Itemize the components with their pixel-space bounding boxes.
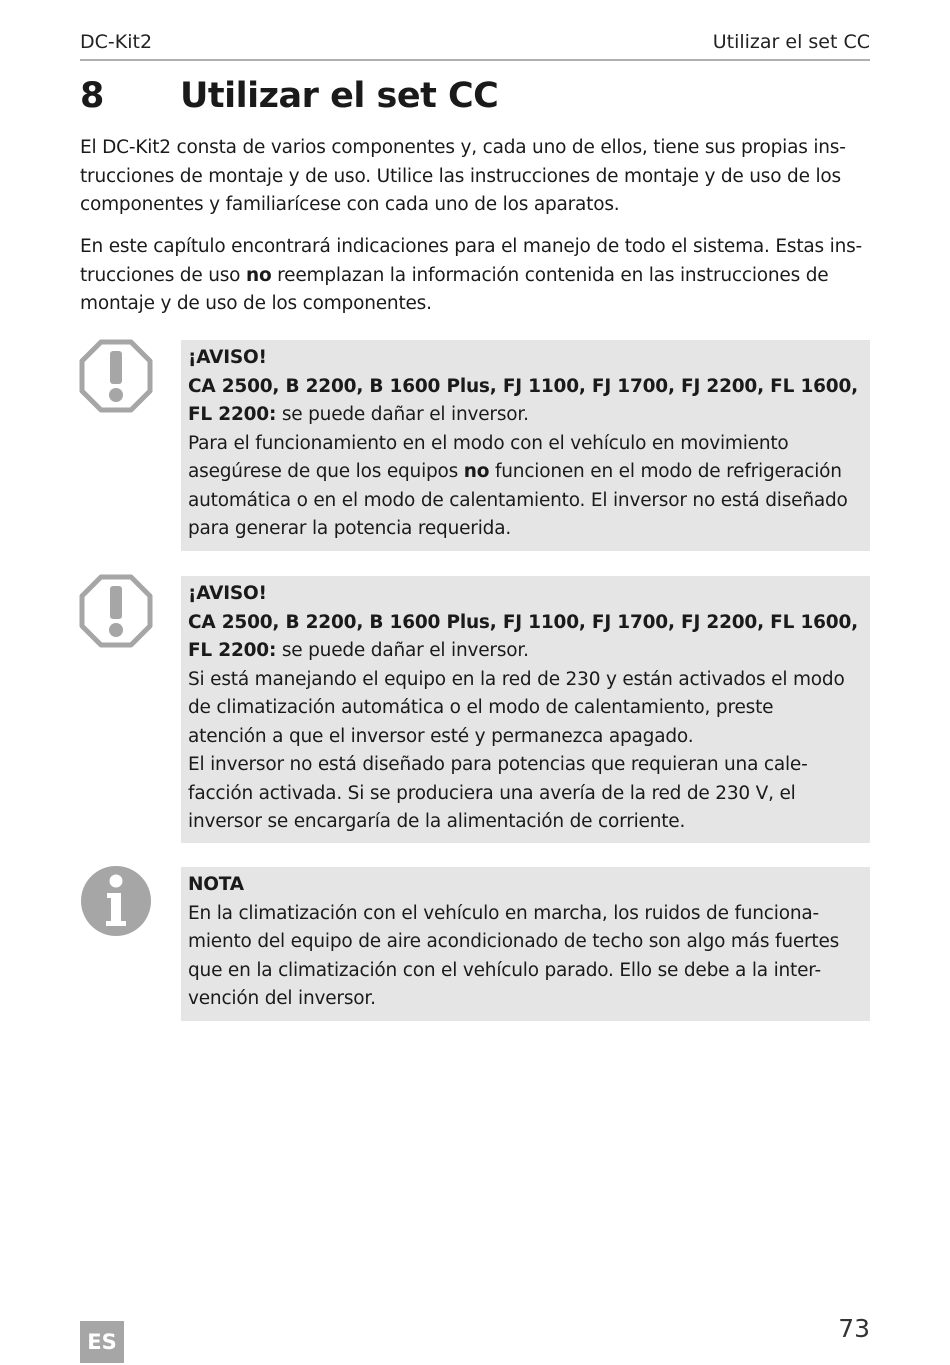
warning-octagon-icon [79, 574, 153, 648]
warning-octagon-icon [79, 339, 153, 413]
notice-line: de climatización automática o el modo de calentamiento, preste [188, 697, 774, 718]
emphasis-no: no [245, 264, 272, 286]
info-icon [79, 864, 153, 938]
language-tab: ES [80, 1321, 124, 1363]
notice-line: vención del inversor. [188, 988, 376, 1009]
warning-notice-box [181, 340, 870, 551]
notice-text: se puede dañar el inversor. [276, 640, 529, 661]
notice-line: inversor se encargaría de la alimentación de corriente. [188, 811, 686, 832]
notice-line: que en la climatización con el vehículo parado. Ello se debe a la inter- [188, 959, 821, 981]
notice-line: atención a que el inversor esté y permanezca apagado. [188, 725, 694, 747]
notice-models: CA 2500, B 2200, B 1600 Plus, FJ 1100, FJ 1700, FJ 2200, FL 1600, [188, 611, 858, 633]
paragraph-line: trucciones de montaje y de uso. Utilice las instrucciones de montaje y de uso de los [80, 165, 841, 187]
notice-line: En la climatización con el vehículo en marcha, los ruidos de funciona- [188, 902, 819, 924]
intro-paragraph [80, 134, 870, 220]
paragraph-line: El DC-Kit2 consta de varios componentes y, cada uno de ellos, tiene sus propias ins- [80, 137, 846, 158]
chapter-title: Utilizar el set CC [180, 76, 499, 116]
notice-line: para generar la potencia requerida. [188, 518, 512, 539]
paragraph-line: En este capítulo encontrará indicaciones para el manejo de todo el sistema. Estas ins- [80, 236, 863, 257]
paragraph-line: montaje y de uso de los componentes. [80, 293, 432, 314]
emphasis-no: no [463, 461, 490, 482]
page-number: 73 [838, 1314, 870, 1343]
warning-notice-box [181, 576, 870, 843]
notice-line: miento del equipo de aire acondicionado de techo son algo más fuertes [188, 931, 840, 952]
notice-line [188, 637, 863, 666]
notice-line: Para el funcionamiento en el modo con el vehículo en movimiento [188, 432, 789, 454]
notice-models: FL 2200: [188, 640, 277, 661]
note-box [181, 867, 870, 1021]
paragraph-text: reemplazan la información contenida en las instrucciones de [271, 264, 829, 286]
notice-text: asegúrese de que los equipos [188, 461, 464, 482]
paragraph-text: trucciones de uso [80, 264, 246, 286]
page-header [80, 28, 870, 61]
notice-line: El inversor no está diseñado para potencias que requieran una cale- [188, 754, 808, 775]
notice-line: Si está manejando el equipo en la red de 230 y están activados el modo [188, 668, 845, 690]
notice-models: FL 2200: [188, 404, 277, 425]
paragraph-line [80, 262, 870, 291]
notice-line: automática o en el modo de calentamiento. El inversor no está diseñado [188, 489, 848, 511]
header-section-title: Utilizar el set CC [712, 31, 870, 53]
notice-line: facción activada. Si se produciera una avería de la red de 230 V, el [188, 782, 796, 804]
notice-heading: ¡AVISO! [188, 583, 267, 604]
notice-line [188, 401, 863, 430]
notice-line [188, 458, 863, 487]
notice-text: se puede dañar el inversor. [276, 404, 529, 425]
paragraph-line: componentes y familiarícese con cada uno de los aparatos. [80, 194, 620, 215]
chapter-number: 8 [80, 76, 104, 116]
chapter-info-paragraph [80, 233, 870, 319]
header-product-name: DC-Kit2 [80, 31, 153, 53]
notice-heading: NOTA [188, 874, 244, 895]
notice-text: funcionen en el modo de refrigeración [489, 461, 842, 482]
notice-heading: ¡AVISO! [188, 347, 267, 368]
notice-models: CA 2500, B 2200, B 1600 Plus, FJ 1100, FJ 1700, FJ 2200, FL 1600, [188, 375, 858, 397]
